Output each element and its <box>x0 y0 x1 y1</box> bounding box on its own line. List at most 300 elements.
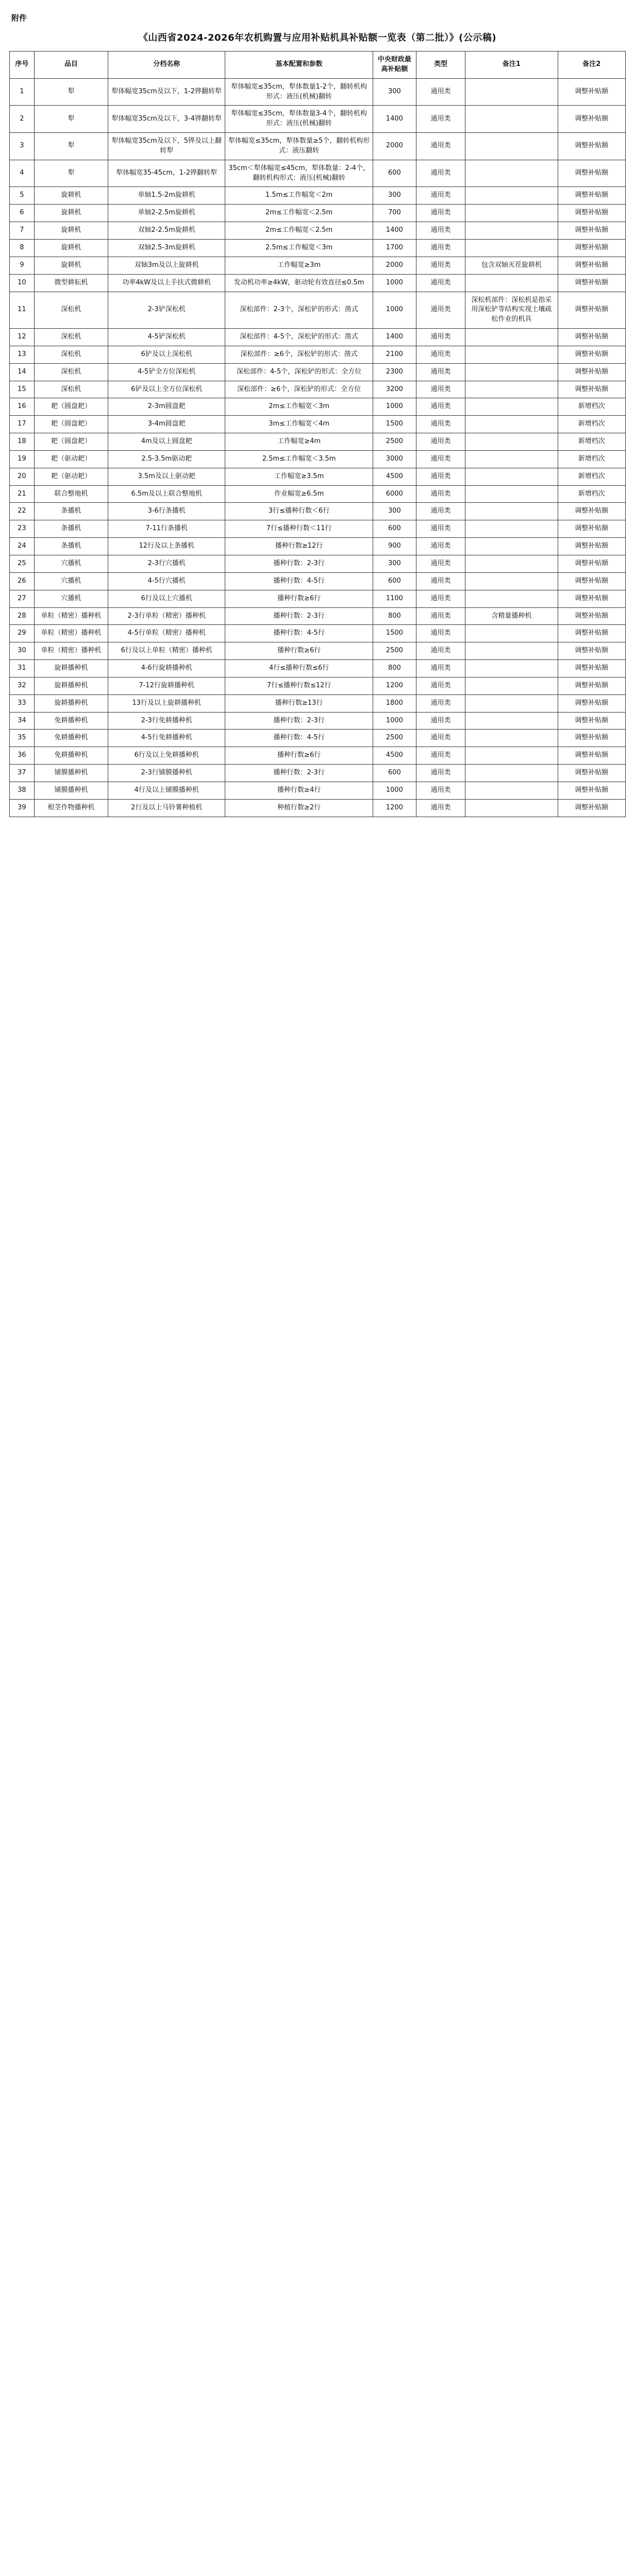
cell-category: 犁 <box>34 106 108 133</box>
cell-note1 <box>465 625 558 642</box>
table-row <box>10 555 626 573</box>
table-row <box>10 747 626 765</box>
cell-category: 深松机 <box>34 346 108 363</box>
cell-amount: 2000 <box>373 133 416 160</box>
cell-note1 <box>465 433 558 451</box>
cell-index: 28 <box>10 607 35 625</box>
cell-type: 通用类 <box>416 187 465 205</box>
cell-note2: 调整补贴额 <box>558 607 625 625</box>
page-title: 《山西省2024-2026年农机购置与应用补贴机具补贴额一览表（第二批）》(公示稿) <box>138 32 497 43</box>
cell-amount: 1000 <box>373 398 416 416</box>
table-row <box>10 239 626 257</box>
cell-amount: 1200 <box>373 677 416 694</box>
cell-amount: 1700 <box>373 239 416 257</box>
cell-type: 通用类 <box>416 782 465 799</box>
cell-grade: 2-3行单粒（精密）播种机 <box>108 607 225 625</box>
cell-amount: 1200 <box>373 799 416 817</box>
cell-type: 通用类 <box>416 363 465 381</box>
table-row <box>10 590 626 607</box>
cell-params: 播种行数≥6行 <box>225 642 373 660</box>
header-row <box>10 52 626 79</box>
cell-type: 通用类 <box>416 257 465 274</box>
attachment-label: 附件 <box>11 13 27 23</box>
cell-grade: 功率4kW及以上手扶式微耕机 <box>108 274 225 292</box>
cell-grade: 2行及以上马铃薯种植机 <box>108 799 225 817</box>
table-row <box>10 450 626 468</box>
cell-index: 26 <box>10 572 35 590</box>
cell-category: 旋耕播种机 <box>34 694 108 712</box>
cell-note2: 调整补贴额 <box>558 363 625 381</box>
table-row <box>10 625 626 642</box>
cell-note1 <box>465 239 558 257</box>
cell-params: 7行≤播种行数≤12行 <box>225 677 373 694</box>
cell-grade: 犁体幅宽35-45cm，1-2铧翻转犁 <box>108 160 225 187</box>
cell-type: 通用类 <box>416 485 465 503</box>
cell-params: 3m≤工作幅宽＜4m <box>225 416 373 433</box>
cell-index: 23 <box>10 520 35 538</box>
cell-params: 深松部件：≥6个，深松铲的形式：凿式 <box>225 346 373 363</box>
cell-index: 17 <box>10 416 35 433</box>
table-header <box>10 52 626 79</box>
cell-note2: 调整补贴额 <box>558 660 625 677</box>
cell-params: 播种行数≥12行 <box>225 538 373 555</box>
cell-category: 旋耕机 <box>34 239 108 257</box>
cell-type: 通用类 <box>416 572 465 590</box>
cell-grade: 单轴1.5-2m旋耕机 <box>108 187 225 205</box>
header-note2: 备注2 <box>558 52 625 79</box>
cell-index: 4 <box>10 160 35 187</box>
cell-amount: 3200 <box>373 381 416 398</box>
cell-note2: 调整补贴额 <box>558 572 625 590</box>
cell-note2: 调整补贴额 <box>558 694 625 712</box>
cell-index: 1 <box>10 78 35 106</box>
header-grade: 分档名称 <box>108 52 225 79</box>
cell-params: 犁体幅宽≤35cm，犁体数量≥5个，翻转机构形式：液压翻转 <box>225 133 373 160</box>
cell-note2: 调整补贴额 <box>558 782 625 799</box>
cell-category: 穴播机 <box>34 572 108 590</box>
cell-params: 播种行数≥6行 <box>225 590 373 607</box>
cell-index: 15 <box>10 381 35 398</box>
cell-amount: 6000 <box>373 485 416 503</box>
cell-note1 <box>465 468 558 485</box>
cell-note2: 调整补贴额 <box>558 555 625 573</box>
cell-type: 通用类 <box>416 747 465 765</box>
cell-note2: 调整补贴额 <box>558 292 625 329</box>
cell-type: 通用类 <box>416 730 465 747</box>
cell-amount: 300 <box>373 555 416 573</box>
cell-category: 耙（圆盘耙） <box>34 433 108 451</box>
cell-type: 通用类 <box>416 712 465 730</box>
cell-amount: 4500 <box>373 747 416 765</box>
cell-params: 种植行数≥2行 <box>225 799 373 817</box>
cell-type: 通用类 <box>416 503 465 520</box>
cell-params: 播种行数：4-5行 <box>225 625 373 642</box>
table-row <box>10 363 626 381</box>
cell-category: 深松机 <box>34 329 108 346</box>
cell-note1: 包含双轴灭茬旋耕机 <box>465 257 558 274</box>
cell-note1 <box>465 329 558 346</box>
cell-grade: 4-5铲全方位深松机 <box>108 363 225 381</box>
cell-amount: 800 <box>373 660 416 677</box>
cell-index: 34 <box>10 712 35 730</box>
cell-type: 通用类 <box>416 160 465 187</box>
cell-grade: 3-6行条播机 <box>108 503 225 520</box>
cell-category: 单粒（精密）播种机 <box>34 625 108 642</box>
table-row <box>10 730 626 747</box>
cell-type: 通用类 <box>416 625 465 642</box>
cell-note2: 调整补贴额 <box>558 106 625 133</box>
cell-note1 <box>465 205 558 222</box>
cell-note2: 调整补贴额 <box>558 503 625 520</box>
cell-note1 <box>465 572 558 590</box>
cell-category: 深松机 <box>34 381 108 398</box>
cell-grade: 4m及以上圆盘耙 <box>108 433 225 451</box>
cell-amount: 600 <box>373 520 416 538</box>
cell-index: 5 <box>10 187 35 205</box>
cell-category: 犁 <box>34 133 108 160</box>
cell-type: 通用类 <box>416 694 465 712</box>
cell-params: 1.5m≤工作幅宽＜2m <box>225 187 373 205</box>
cell-params: 35cm＜犁体幅宽≤45cm，犁体数量：2-4个，翻转机构形式：液压(机械)翻转 <box>225 160 373 187</box>
cell-params: 播种行数：4-5行 <box>225 730 373 747</box>
page <box>0 0 635 838</box>
cell-grade: 4-5行穴播机 <box>108 572 225 590</box>
cell-type: 通用类 <box>416 106 465 133</box>
cell-note2: 新增档次 <box>558 468 625 485</box>
cell-grade: 2-3铲深松机 <box>108 292 225 329</box>
cell-note1: 深松机部件：深松机是指采用深松铲等结构实现土壤疏松作业的机具 <box>465 292 558 329</box>
cell-note1 <box>465 485 558 503</box>
cell-note2: 调整补贴额 <box>558 346 625 363</box>
cell-grade: 双轴3m及以上旋耕机 <box>108 257 225 274</box>
cell-params: 播种行数≥4行 <box>225 782 373 799</box>
cell-index: 25 <box>10 555 35 573</box>
cell-note1 <box>465 381 558 398</box>
cell-amount: 2000 <box>373 257 416 274</box>
cell-index: 21 <box>10 485 35 503</box>
cell-grade: 3-4m圆盘耙 <box>108 416 225 433</box>
cell-index: 2 <box>10 106 35 133</box>
table-row <box>10 106 626 133</box>
cell-amount: 900 <box>373 538 416 555</box>
cell-category: 联合整地机 <box>34 485 108 503</box>
cell-note1 <box>465 133 558 160</box>
cell-params: 工作幅宽≥4m <box>225 433 373 451</box>
cell-index: 9 <box>10 257 35 274</box>
cell-amount: 2100 <box>373 346 416 363</box>
cell-params: 工作幅宽≥3m <box>225 257 373 274</box>
cell-index: 13 <box>10 346 35 363</box>
table-row <box>10 398 626 416</box>
cell-note1 <box>465 712 558 730</box>
cell-type: 通用类 <box>416 292 465 329</box>
cell-category: 免耕播种机 <box>34 712 108 730</box>
cell-category: 铺膜播种机 <box>34 765 108 782</box>
cell-category: 耙（驱动耙） <box>34 450 108 468</box>
cell-note1 <box>465 450 558 468</box>
cell-grade: 2-3m圆盘耙 <box>108 398 225 416</box>
table-row <box>10 607 626 625</box>
cell-note1 <box>465 590 558 607</box>
cell-index: 30 <box>10 642 35 660</box>
cell-note2: 调整补贴额 <box>558 160 625 187</box>
cell-type: 通用类 <box>416 590 465 607</box>
cell-note2: 新增档次 <box>558 450 625 468</box>
cell-note2: 调整补贴额 <box>558 222 625 240</box>
cell-note1 <box>465 398 558 416</box>
cell-type: 通用类 <box>416 78 465 106</box>
cell-grade: 2.5-3.5m驱动耙 <box>108 450 225 468</box>
cell-index: 37 <box>10 765 35 782</box>
cell-index: 24 <box>10 538 35 555</box>
cell-params: 播种行数：2-3行 <box>225 712 373 730</box>
table-row <box>10 133 626 160</box>
cell-category: 旋耕播种机 <box>34 660 108 677</box>
cell-note1 <box>465 694 558 712</box>
table-row <box>10 765 626 782</box>
cell-note2: 新增档次 <box>558 485 625 503</box>
cell-amount: 1000 <box>373 274 416 292</box>
cell-params: 犁体幅宽≤35cm，犁体数量1-2个，翻转机构形式：液压(机械)翻转 <box>225 78 373 106</box>
header-index: 序号 <box>10 52 35 79</box>
cell-params: 播种行数：2-3行 <box>225 765 373 782</box>
table-row <box>10 677 626 694</box>
cell-note1 <box>465 765 558 782</box>
cell-index: 32 <box>10 677 35 694</box>
cell-amount: 600 <box>373 160 416 187</box>
cell-note2: 调整补贴额 <box>558 765 625 782</box>
cell-note2: 调整补贴额 <box>558 747 625 765</box>
cell-category: 旋耕播种机 <box>34 677 108 694</box>
cell-type: 通用类 <box>416 765 465 782</box>
cell-note2: 调整补贴额 <box>558 133 625 160</box>
cell-params: 深松部件：≥6个，深松铲的形式：全方位 <box>225 381 373 398</box>
cell-category: 穴播机 <box>34 590 108 607</box>
cell-type: 通用类 <box>416 799 465 817</box>
cell-params: 犁体幅宽≤35cm，犁体数量3-4个，翻转机构形式：液压(机械)翻转 <box>225 106 373 133</box>
cell-note2: 新增档次 <box>558 416 625 433</box>
cell-note2: 调整补贴额 <box>558 642 625 660</box>
cell-note2: 调整补贴额 <box>558 625 625 642</box>
cell-category: 旋耕机 <box>34 187 108 205</box>
cell-type: 通用类 <box>416 468 465 485</box>
cell-type: 通用类 <box>416 381 465 398</box>
table-row <box>10 660 626 677</box>
table-row <box>10 78 626 106</box>
cell-note2: 调整补贴额 <box>558 205 625 222</box>
cell-grade: 双轴2-2.5m旋耕机 <box>108 222 225 240</box>
header-params: 基本配置和参数 <box>225 52 373 79</box>
cell-type: 通用类 <box>416 398 465 416</box>
cell-grade: 4-5行单粒（精密）播种机 <box>108 625 225 642</box>
cell-category: 根茎作物播种机 <box>34 799 108 817</box>
cell-index: 38 <box>10 782 35 799</box>
cell-amount: 1400 <box>373 222 416 240</box>
cell-note2: 调整补贴额 <box>558 78 625 106</box>
cell-category: 深松机 <box>34 363 108 381</box>
cell-note2: 新增档次 <box>558 398 625 416</box>
cell-note1 <box>465 782 558 799</box>
cell-grade: 4行及以上铺膜播种机 <box>108 782 225 799</box>
cell-grade: 13行及以上旋耕播种机 <box>108 694 225 712</box>
cell-params: 播种行数≥13行 <box>225 694 373 712</box>
cell-category: 铺膜播种机 <box>34 782 108 799</box>
cell-params: 深松部件：4-5个，深松铲的形式：全方位 <box>225 363 373 381</box>
cell-note1 <box>465 799 558 817</box>
cell-grade: 6铲及以上全方位深松机 <box>108 381 225 398</box>
header-note1: 备注1 <box>465 52 558 79</box>
cell-category: 条播机 <box>34 503 108 520</box>
cell-type: 通用类 <box>416 222 465 240</box>
cell-index: 29 <box>10 625 35 642</box>
cell-category: 旋耕机 <box>34 222 108 240</box>
cell-note2: 调整补贴额 <box>558 239 625 257</box>
cell-index: 22 <box>10 503 35 520</box>
cell-params: 播种行数：2-3行 <box>225 607 373 625</box>
cell-amount: 1400 <box>373 106 416 133</box>
cell-note1 <box>465 520 558 538</box>
cell-index: 20 <box>10 468 35 485</box>
header-category: 品目 <box>34 52 108 79</box>
table-row <box>10 346 626 363</box>
cell-index: 8 <box>10 239 35 257</box>
cell-amount: 1000 <box>373 712 416 730</box>
cell-category: 深松机 <box>34 292 108 329</box>
cell-amount: 2500 <box>373 730 416 747</box>
cell-note1 <box>465 274 558 292</box>
cell-grade: 犁体幅宽35cm及以下，5铧及以上翻转犁 <box>108 133 225 160</box>
cell-index: 16 <box>10 398 35 416</box>
cell-category: 耙（圆盘耙） <box>34 416 108 433</box>
cell-amount: 800 <box>373 607 416 625</box>
cell-type: 通用类 <box>416 346 465 363</box>
cell-note2: 调整补贴额 <box>558 677 625 694</box>
cell-index: 35 <box>10 730 35 747</box>
table-row <box>10 205 626 222</box>
cell-grade: 6行及以上免耕播种机 <box>108 747 225 765</box>
cell-index: 6 <box>10 205 35 222</box>
cell-type: 通用类 <box>416 677 465 694</box>
table-row <box>10 538 626 555</box>
cell-note2: 调整补贴额 <box>558 257 625 274</box>
cell-note1 <box>465 538 558 555</box>
cell-params: 播种行数≥6行 <box>225 747 373 765</box>
cell-index: 14 <box>10 363 35 381</box>
cell-type: 通用类 <box>416 433 465 451</box>
cell-type: 通用类 <box>416 538 465 555</box>
cell-params: 4行≤播种行数≤6行 <box>225 660 373 677</box>
cell-category: 单粒（精密）播种机 <box>34 642 108 660</box>
table-row <box>10 799 626 817</box>
header-amount: 中央财政最高补贴额 <box>373 52 416 79</box>
cell-amount: 1500 <box>373 416 416 433</box>
cell-category: 条播机 <box>34 538 108 555</box>
table-row <box>10 520 626 538</box>
cell-amount: 300 <box>373 503 416 520</box>
cell-grade: 7-11行条播机 <box>108 520 225 538</box>
table-row <box>10 274 626 292</box>
cell-index: 10 <box>10 274 35 292</box>
cell-grade: 双轴2.5-3m旋耕机 <box>108 239 225 257</box>
cell-note2: 调整补贴额 <box>558 538 625 555</box>
cell-category: 旋耕机 <box>34 257 108 274</box>
cell-grade: 7-12行旋耕播种机 <box>108 677 225 694</box>
cell-note1 <box>465 555 558 573</box>
cell-type: 通用类 <box>416 205 465 222</box>
cell-note1 <box>465 677 558 694</box>
cell-type: 通用类 <box>416 133 465 160</box>
cell-grade: 6行及以上单粒（精密）播种机 <box>108 642 225 660</box>
cell-category: 犁 <box>34 78 108 106</box>
cell-params: 2m≤工作幅宽＜3m <box>225 398 373 416</box>
cell-index: 33 <box>10 694 35 712</box>
cell-type: 通用类 <box>416 450 465 468</box>
cell-amount: 1800 <box>373 694 416 712</box>
cell-note1: 含精量播种机 <box>465 607 558 625</box>
cell-amount: 300 <box>373 78 416 106</box>
cell-note1 <box>465 416 558 433</box>
cell-category: 微型耕耘机 <box>34 274 108 292</box>
table-row <box>10 782 626 799</box>
cell-note2: 调整补贴额 <box>558 520 625 538</box>
cell-amount: 600 <box>373 765 416 782</box>
cell-note2: 调整补贴额 <box>558 274 625 292</box>
cell-type: 通用类 <box>416 274 465 292</box>
cell-note2: 调整补贴额 <box>558 712 625 730</box>
cell-amount: 300 <box>373 187 416 205</box>
table-row <box>10 292 626 329</box>
cell-category: 耙（圆盘耙） <box>34 398 108 416</box>
cell-type: 通用类 <box>416 642 465 660</box>
cell-index: 31 <box>10 660 35 677</box>
cell-type: 通用类 <box>416 520 465 538</box>
cell-grade: 4-6行旋耕播种机 <box>108 660 225 677</box>
cell-category: 旋耕机 <box>34 205 108 222</box>
cell-amount: 2500 <box>373 642 416 660</box>
cell-params: 发动机功率≥4kW，驱动轮有效直径≤0.5m <box>225 274 373 292</box>
cell-note2: 调整补贴额 <box>558 590 625 607</box>
cell-note2: 调整补贴额 <box>558 329 625 346</box>
table-row <box>10 572 626 590</box>
cell-note2: 新增档次 <box>558 433 625 451</box>
cell-index: 7 <box>10 222 35 240</box>
cell-index: 12 <box>10 329 35 346</box>
cell-amount: 2500 <box>373 433 416 451</box>
cell-note1 <box>465 160 558 187</box>
cell-amount: 1000 <box>373 782 416 799</box>
cell-note1 <box>465 346 558 363</box>
cell-note1 <box>465 503 558 520</box>
cell-params: 2.5m≤工作幅宽＜3.5m <box>225 450 373 468</box>
cell-note2: 调整补贴额 <box>558 730 625 747</box>
cell-note1 <box>465 660 558 677</box>
cell-note2: 调整补贴额 <box>558 381 625 398</box>
cell-params: 2m≤工作幅宽＜2.5m <box>225 222 373 240</box>
cell-amount: 1400 <box>373 329 416 346</box>
cell-amount: 1500 <box>373 625 416 642</box>
cell-note2: 调整补贴额 <box>558 187 625 205</box>
table-row <box>10 468 626 485</box>
cell-grade: 4-5铲深松机 <box>108 329 225 346</box>
cell-grade: 2-3行穴播机 <box>108 555 225 573</box>
cell-amount: 600 <box>373 572 416 590</box>
cell-note1 <box>465 106 558 133</box>
cell-category: 穴播机 <box>34 555 108 573</box>
cell-grade: 6.5m及以上联合整地机 <box>108 485 225 503</box>
cell-params: 7行≤播种行数＜11行 <box>225 520 373 538</box>
cell-type: 通用类 <box>416 329 465 346</box>
table-row <box>10 694 626 712</box>
